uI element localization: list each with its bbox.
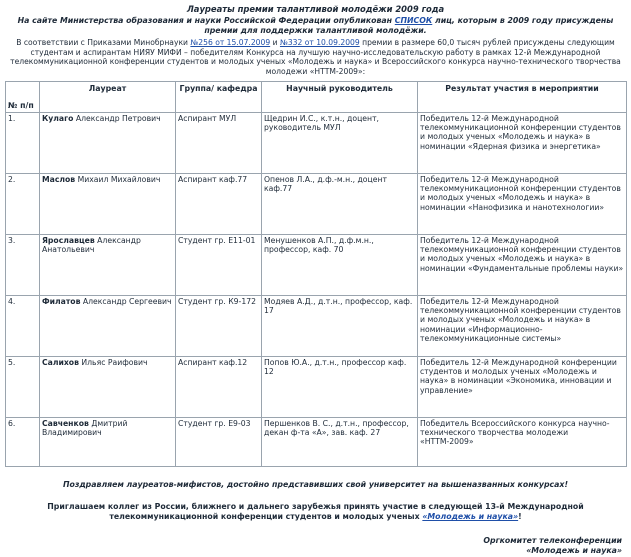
invite-text-a: Приглашаем коллег из России, ближнего и дальнего зарубежья принять участие в следующей 13-й Международной телекоммуникационной конференции студентов и молодых ученых [47,502,584,522]
laureate-surname: Филатов [42,297,81,307]
laureate-name: Александр Петрович [73,114,161,124]
result-cell: Победитель 12-й Международной конференции студентов и молодых ученых «Молодежь и наука» в номинации «Экономика, инновации и управление» [418,357,627,418]
row-num: 5. [6,357,40,418]
col-laureate-header: Лауреат [40,82,176,113]
intro1-text-b: лиц, которым в 2009 году присуждены премии для поддержки талантливой молодёжи. [204,16,614,35]
col-num-header: № п/п [6,82,40,113]
table-row [6,296,627,357]
result-cell: Победитель 12-й Международной телекоммуникационной конференции студентов и молодых ученых «Молодежь и наука» в номинации «Фундаментальные проблемы науки» [418,235,627,296]
table-row [6,418,627,467]
intro-paragraph-1 [5,16,626,35]
laureate-name: Дмитрий Владимирович [42,419,128,438]
col-group-header: Группа/ кафедра [176,82,262,113]
group-cell: Аспирант каф.77 [176,174,262,235]
laureate-surname: Ярославцев [42,236,95,246]
laureate-name: Михаил Михайлович [75,175,161,185]
laureate-name: Александр Анатольевич [42,236,141,255]
advisor-cell: Модяев А.Д., д.т.н., профессор, каф. 17 [262,296,418,357]
row-num: 6. [6,418,40,467]
table-row [6,174,627,235]
laureate-name: Александр Сергеевич [80,297,172,307]
signature-line-2: «Молодежь и наука» [526,545,622,555]
table-header-row [6,82,627,113]
intro2-and: и [270,38,280,48]
group-cell: Студент гр. К9-172 [176,296,262,357]
row-num: 2. [6,174,40,235]
laureates-table [5,81,627,467]
advisor-cell: Щедрин И.С., к.т.н., доцент, руководитель МУЛ [262,113,418,174]
invite-text-b: ! [518,512,522,522]
invitation-paragraph [5,502,626,522]
group-cell: Студент гр. Е9-03 [176,418,262,467]
laureate-surname: Маслов [42,175,76,185]
laureate-surname: Кулаго [42,114,74,124]
laureate-cell [40,235,176,296]
congratulations-text: Поздравляем лауреатов-мифистов, достойно представивших свой университет на вышеназванных конкурсах! [62,480,569,490]
laureate-surname: Савченков [42,419,89,429]
intro2-text-b: премии в размере 60,0 тысяч рублей присуждены следующим студентам и аспирантам НИЯУ МИФИ – победителям Конкурса на лучшую научно-исследовательскую работу в рамках 12-й Международной телекоммуникационной конференции студентов и молодых ученых «Молодежь и наука» и Всероссийского конкурса научно-технического творчества молодежи «НТТМ-2009»: [10,38,621,76]
intro2-text-a: В соответствии с Приказами Минобрнауки [16,38,191,48]
col-result-header: Результат участия в мероприятии [418,82,627,113]
conference-link[interactable]: «Молодежь и наука» [422,512,519,522]
table-row [6,235,627,296]
signature [5,536,622,556]
col-advisor-header: Научный руководитель [262,82,418,113]
advisor-cell: Менушенков А.П., д.ф.м.н., профессор, каф. 70 [262,235,418,296]
group-cell: Студент гр. Е11-01 [176,235,262,296]
intro-paragraph-2 [5,38,626,76]
signature-line-1: Оргкомитет телеконференции [483,535,622,545]
result-cell: Победитель Всероссийского конкурса научно-технического творчества молодежи «НТТМ-2009» [418,418,627,467]
result-cell: Победитель 12-й Международной телекоммуникационной конференции студентов и молодых ученых «Молодежь и наука» в номинации «Ядерная физика и энергетика» [418,113,627,174]
laureate-cell [40,174,176,235]
page-title: Лауреаты премии талантливой молодёжи 2009 года [186,4,445,14]
row-num: 3. [6,235,40,296]
row-num: 4. [6,296,40,357]
laureate-cell [40,296,176,357]
table-row [6,113,627,174]
advisor-cell: Першенков В. С., д.т.н., профессор, декан ф-та «А», зав. каф. 27 [262,418,418,467]
advisor-cell: Попов Ю.А., д.т.н., профессор каф. 12 [262,357,418,418]
result-cell: Победитель 12-й Международной телекоммуникационной конференции студентов и молодых ученых «Молодежь и наука» в номинации «Нанофизика и нанотехнологии» [418,174,627,235]
advisor-cell: Опенов Л.А., д.ф.-м.н., доцент каф.77 [262,174,418,235]
row-num: 1. [6,113,40,174]
result-cell: Победитель 12-й Международной телекоммуникационной конференции студентов и молодых ученых «Молодежь и наука» в номинации «Информационно-телекоммуникационные системы» [418,296,627,357]
laureate-cell [40,113,176,174]
intro1-text-a: На сайте Министерства образования и науки Российской Федерации опубликован [17,16,395,26]
order-256-link[interactable]: №256 от 15.07.2009 [190,38,271,48]
laureate-name: Ильяс Раифович [78,358,148,368]
table-row [6,357,627,418]
laureate-cell [40,418,176,467]
group-cell: Аспирант каф.12 [176,357,262,418]
list-link[interactable]: СПИСОК [394,16,433,26]
group-cell: Аспирант МУЛ [176,113,262,174]
order-332-link[interactable]: №332 от 10.09.2009 [279,38,360,48]
laureate-surname: Салихов [42,358,79,368]
laureate-cell [40,357,176,418]
